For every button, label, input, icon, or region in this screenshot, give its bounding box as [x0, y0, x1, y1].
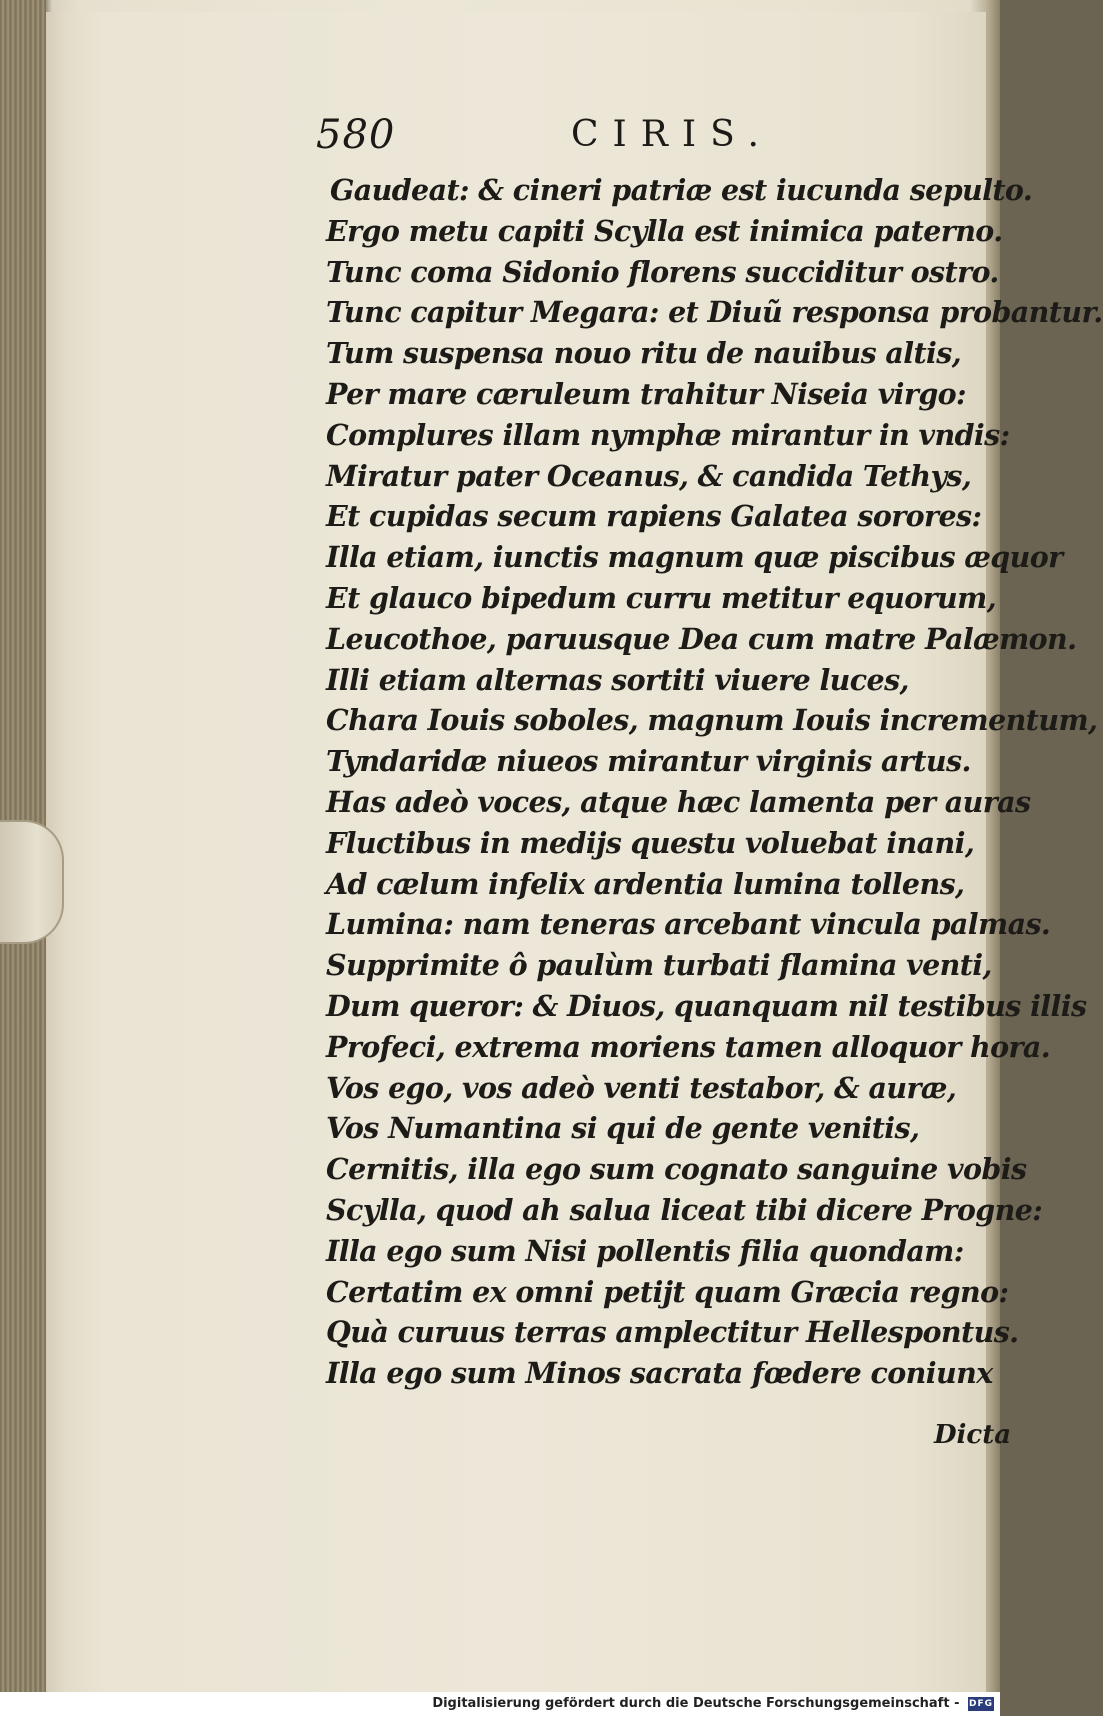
- verse-line: Illi etiam alternas sortiti viuere luces,: [326, 662, 909, 697]
- verse-line: Profeci, extrema moriens tamen alloquor hora.: [326, 1029, 1051, 1064]
- verse-line: Vos ego, vos adeò venti testabor, & auræ,: [326, 1070, 957, 1105]
- verse-line: Tyndaridæ niueos mirantur virginis artus.: [326, 744, 971, 779]
- verse-line: Ad cælum infelix ardentia lumina tollens,: [326, 866, 965, 901]
- verse-line: Quà curuus terras amplectitur Hellespontus.: [326, 1315, 1019, 1350]
- verse-line: Per mare cæruleum trahitur Niseia virgo:: [326, 376, 966, 411]
- verse-line: Complures illam nymphæ mirantur in vndis:: [326, 417, 1010, 452]
- page-number: 580: [316, 112, 396, 158]
- verse-line: Tunc capitur Megara: et Diuũ responsa probantur.: [326, 295, 1103, 330]
- verse-line: Has adeò voces, atque hæc lamenta per auras: [326, 784, 1031, 819]
- verse-line: Illa ego sum Minos sacrata fœdere coniunx: [326, 1356, 993, 1391]
- verse-line: Scylla, quod ah salua liceat tibi dicere Progne:: [326, 1192, 1043, 1227]
- page-header: [316, 112, 796, 162]
- catchword: Dicta: [934, 1420, 1012, 1450]
- page-clip: [0, 820, 64, 944]
- verse-line: Miratur pater Oceanus, & candida Tethys,: [326, 458, 972, 493]
- verse-line: Vos Numantina si qui de gente venitis,: [326, 1111, 920, 1146]
- verse-line: Ergo metu capiti Scylla est inimica paterno.: [326, 213, 1003, 248]
- verse-line: Chara Iouis soboles, magnum Iouis incrementum,: [326, 703, 1098, 738]
- verse-line: Et cupidas secum rapiens Galatea sorores:: [326, 499, 982, 534]
- digitization-footer: [0, 1692, 1000, 1716]
- verse-list: [326, 170, 1103, 1394]
- verse-line: Et glauco bipedum curru metitur equorum,: [326, 580, 997, 615]
- verse-line: Dum queror: & Diuos, quanquam nil testibus illis: [326, 988, 1087, 1023]
- verse-line: Illa ego sum Nisi pollentis filia quondam:: [326, 1233, 964, 1268]
- verse-line: Certatim ex omni petijt quam Græcia regno:: [326, 1274, 1009, 1309]
- verse-line: Leucothoe, paruusque Dea cum matre Palæmon.: [326, 621, 1077, 656]
- verse-line: Tum suspensa nouo ritu de nauibus altis,: [326, 336, 962, 371]
- verse-line: Supprimite ô paulùm turbati flamina venti,: [326, 948, 992, 983]
- verse-line: Gaudeat: & cineri patriæ est iucunda sepulto.: [330, 173, 1033, 207]
- verse-line: Illa etiam, iunctis magnum quæ piscibus æquor: [326, 540, 1063, 575]
- verse-line: Tunc coma Sidonio florens succiditur ostro.: [326, 254, 999, 289]
- verse-line: Fluctibus in medijs questu voluebat inani,: [326, 825, 975, 860]
- footer-text: Digitalisierung gefördert durch die Deutsche Forschungsgemeinschaft -: [432, 1696, 960, 1711]
- verse-line: Lumina: nam teneras arcebant vincula palmas.: [326, 907, 1051, 942]
- verse-line: Cernitis, illa ego sum cognato sanguine vobis: [326, 1152, 1027, 1187]
- running-title: CIRIS.: [571, 114, 773, 155]
- dfg-logo: DFG: [968, 1698, 993, 1709]
